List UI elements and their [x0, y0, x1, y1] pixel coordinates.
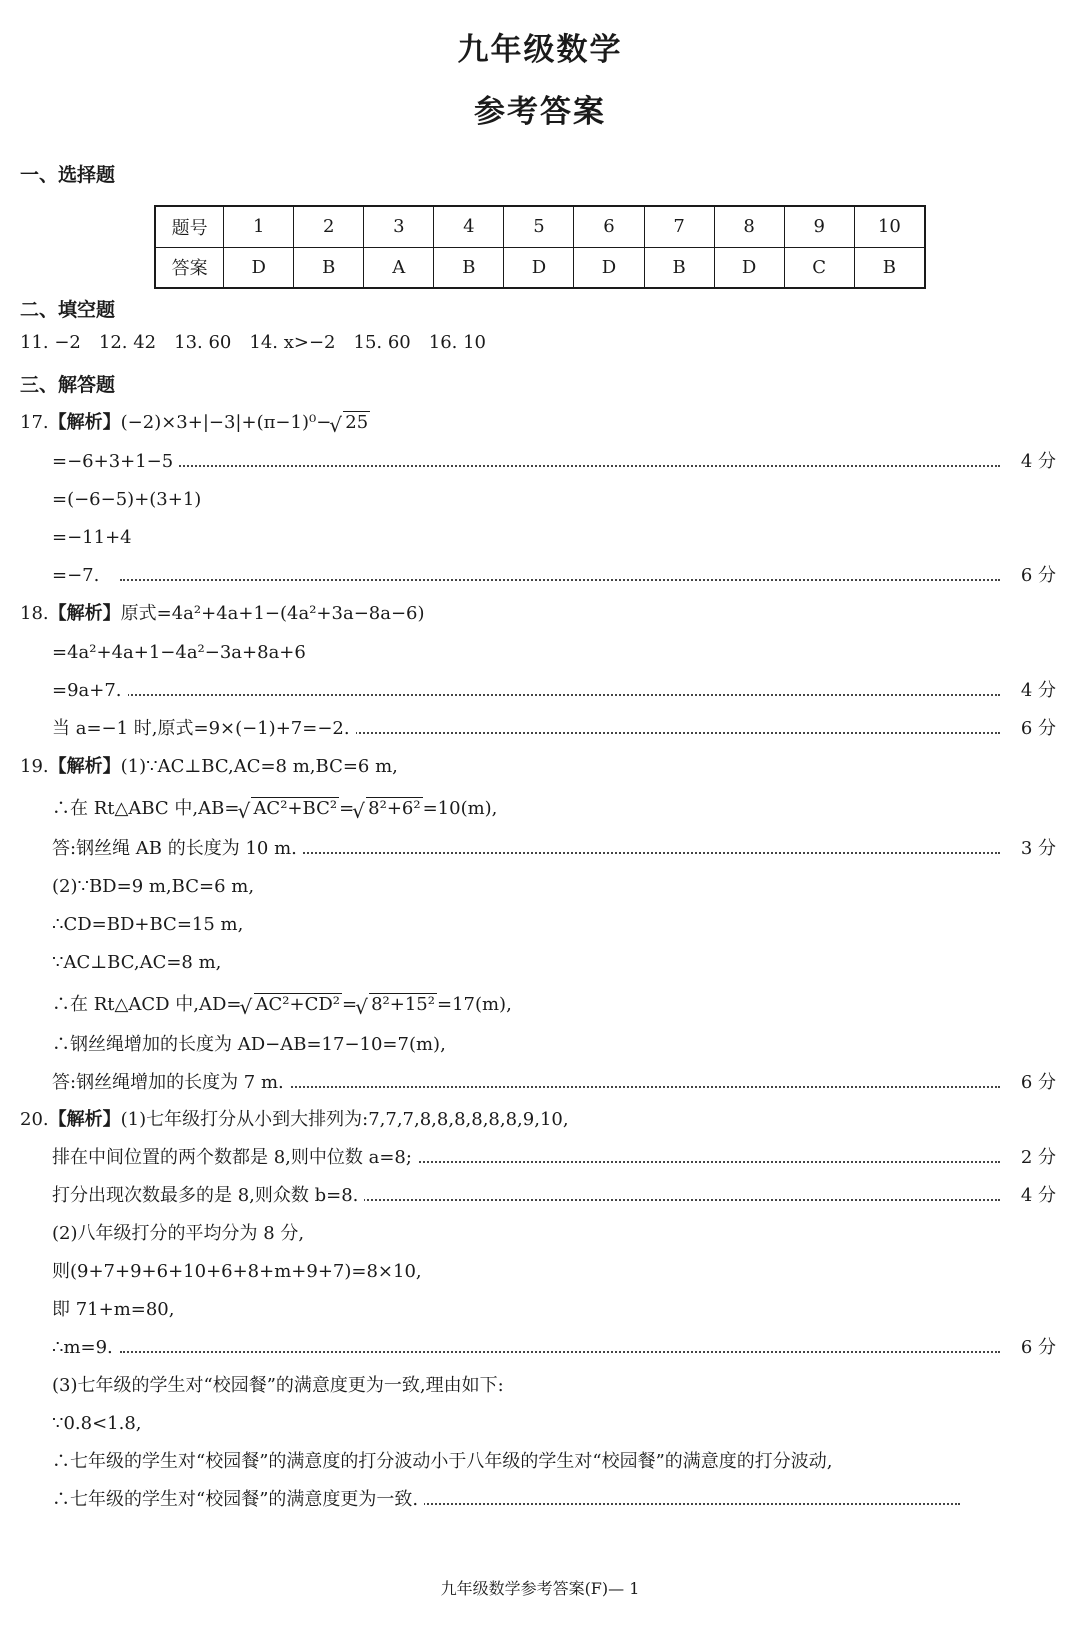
solution-line-text — [52, 1409, 148, 1439]
radicand: AC²+CD² — [255, 994, 341, 1015]
radicand: 8²+15² — [371, 994, 435, 1015]
section-heading-fill: 二、填空题 — [20, 299, 116, 321]
solution-line-text — [52, 834, 303, 864]
solution-line — [0, 910, 1080, 940]
document-subtitle: 参考答案 — [474, 94, 606, 130]
dot-leader — [120, 694, 1000, 696]
solution-line-text — [52, 714, 356, 744]
expression-result: =10(m), — [422, 798, 498, 819]
square-root — [331, 412, 370, 433]
solution-line-text — [52, 1257, 428, 1287]
expression: 打分出现次数最多的是 8,则众数 b=8. — [52, 1185, 359, 1206]
question-number-cell: 9 — [784, 206, 854, 247]
section-heading-choice: 一、选择题 — [20, 164, 116, 186]
solution-line-text — [20, 752, 404, 782]
answer-cell: D — [714, 247, 784, 288]
solution-line — [0, 1219, 1080, 1249]
solution-line-text — [52, 1295, 180, 1325]
table-row-answers — [155, 247, 925, 288]
document-title: 九年级数学 — [457, 32, 623, 68]
radicand: 8²+6² — [368, 798, 421, 819]
expression: =−11+4 — [52, 527, 132, 548]
analysis-tag: 【解析】 — [48, 756, 121, 777]
solution-line — [0, 1371, 1080, 1401]
score-mark: 6 分 — [1020, 1337, 1056, 1358]
solution-line-text — [52, 1181, 364, 1211]
solution-line — [0, 1105, 1080, 1135]
equals-sign: = — [342, 994, 358, 1015]
solution-line — [0, 834, 1080, 864]
solution-line-text — [52, 872, 260, 902]
solution-line — [0, 523, 1080, 553]
solution-line-text — [52, 676, 128, 706]
table-row-numbers — [155, 206, 925, 247]
expression: (2)八年级打分的平均分为 8 分, — [52, 1223, 305, 1244]
expression: (1)七年级打分从小到大排列为:7,7,7,8,8,8,8,8,8,9,10, — [120, 1109, 569, 1130]
answer-cell: D — [504, 247, 574, 288]
dot-leader — [120, 465, 1000, 467]
expression: ∵0.8<1.8, — [52, 1413, 142, 1434]
solution-line-text — [52, 910, 249, 940]
expression: =(−6−5)+(3+1) — [52, 489, 202, 510]
answer-cell: D — [574, 247, 644, 288]
solution-line — [0, 599, 1080, 629]
square-root — [239, 798, 339, 819]
table-header-cell: 题号 — [155, 206, 224, 247]
solution-line — [0, 561, 1080, 591]
answer-cell: B — [294, 247, 364, 288]
solution-line — [0, 1181, 1080, 1211]
expression: =−7. — [52, 565, 100, 586]
section-heading-solutions: 三、解答题 — [20, 374, 116, 396]
expression: (3)七年级的学生对“校园餐”的满意度更为一致,理由如下: — [52, 1375, 504, 1396]
expression: 答:钢丝绳 AB 的长度为 10 m. — [52, 838, 297, 859]
radicand: 25 — [345, 412, 369, 433]
radicand: AC²+BC² — [253, 798, 338, 819]
solution-line-text — [52, 1371, 510, 1401]
solution-line-text — [52, 1485, 424, 1515]
solution-line — [0, 1409, 1080, 1439]
expression: 则(9+7+9+6+10+6+8+m+9+7)=8×10, — [52, 1261, 422, 1282]
question-number-cell: 2 — [294, 206, 364, 247]
question-number: 17. — [20, 412, 49, 433]
answer-cell: A — [364, 247, 434, 288]
question-number: 19. — [20, 756, 49, 777]
solution-line — [0, 714, 1080, 744]
solution-line-text — [52, 485, 207, 515]
solution-line-text — [52, 1143, 418, 1173]
question-number-cell: 3 — [364, 206, 434, 247]
answer-cell: C — [784, 247, 854, 288]
expression: 排在中间位置的两个数都是 8,则中位数 a=8; — [52, 1147, 412, 1168]
expression: 答:钢丝绳增加的长度为 7 m. — [52, 1072, 284, 1093]
score-mark: 6 分 — [1020, 718, 1056, 739]
solution-line-text — [52, 638, 312, 668]
expression: ∴CD=BD+BC=15 m, — [52, 914, 244, 935]
solution-line-text — [20, 599, 431, 629]
question-number-cell: 5 — [504, 206, 574, 247]
expression: ∴七年级的学生对“校园餐”的满意度的打分波动小于八年级的学生对“校园餐”的满意度的打分波动, — [52, 1451, 833, 1472]
equals-sign: = — [339, 798, 355, 819]
solution-line-text — [52, 990, 518, 1020]
solution-line — [0, 1333, 1080, 1363]
answer-cell: D — [224, 247, 294, 288]
question-number-cell: 10 — [854, 206, 925, 247]
fill-answers — [0, 328, 1080, 358]
solution-line — [0, 1447, 1080, 1477]
solution-line — [0, 990, 1080, 1020]
expression: ∴七年级的学生对“校园餐”的满意度更为一致. — [52, 1489, 419, 1510]
dot-leader — [120, 1351, 1000, 1353]
solution-line — [0, 1143, 1080, 1173]
solution-line — [0, 1257, 1080, 1287]
expression: (1)∵AC⊥BC,AC=8 m,BC=6 m, — [120, 756, 398, 777]
solution-line-text — [20, 1105, 575, 1135]
question-number: 20. — [20, 1109, 49, 1130]
solution-line — [0, 794, 1080, 824]
solution-line-text — [52, 447, 179, 477]
answer-cell: B — [854, 247, 925, 288]
question-number: 18. — [20, 603, 49, 624]
expression: ∵AC⊥BC,AC=8 m, — [52, 952, 222, 973]
expression: 即 71+m=80, — [52, 1299, 175, 1320]
score-mark: 4 分 — [1020, 1185, 1056, 1206]
solution-line — [0, 408, 1080, 438]
expression: ∴钢丝绳增加的长度为 AD−AB=17−10=7(m), — [52, 1034, 446, 1055]
score-mark: 6 分 — [1020, 565, 1056, 586]
solution-line-text — [52, 1219, 310, 1249]
solution-line — [0, 447, 1080, 477]
answer-cell: B — [644, 247, 714, 288]
solution-line-text — [52, 1030, 452, 1060]
solution-line-text — [52, 1068, 290, 1098]
analysis-tag: 【解析】 — [48, 1109, 121, 1130]
analysis-tag: 【解析】 — [48, 412, 121, 433]
expression: (−2)×3+|−3|+(π−1)⁰− — [120, 412, 332, 433]
solution-line — [0, 638, 1080, 668]
expression-result: =17(m), — [436, 994, 512, 1015]
question-number-cell: 1 — [224, 206, 294, 247]
score-mark: 4 分 — [1020, 451, 1056, 472]
question-number-cell: 6 — [574, 206, 644, 247]
solution-line — [0, 1030, 1080, 1060]
expression: 原式=4a²+4a+1−(4a²+3a−8a−6) — [120, 603, 425, 624]
solution-line-text — [52, 523, 138, 553]
solution-line-text — [52, 1447, 839, 1477]
question-number-cell: 7 — [644, 206, 714, 247]
square-root — [242, 994, 343, 1015]
score-mark: 4 分 — [1020, 680, 1056, 701]
solution-line — [0, 485, 1080, 515]
solution-line — [0, 948, 1080, 978]
expression: ∴在 Rt△ACD 中,AD= — [52, 994, 242, 1015]
expression: ∴在 Rt△ABC 中,AB= — [52, 798, 240, 819]
analysis-tag: 【解析】 — [48, 603, 121, 624]
choice-answer-table — [154, 205, 926, 289]
square-root — [357, 994, 437, 1015]
solution-line — [0, 752, 1080, 782]
solution-line — [0, 872, 1080, 902]
solution-line-text — [52, 1333, 119, 1363]
score-mark: 2 分 — [1020, 1147, 1056, 1168]
fill-answers-text: 11. −2 12. 42 13. 60 14. x>−2 15. 60 16. 10 — [20, 328, 492, 358]
expression: ∴m=9. — [52, 1337, 113, 1358]
answer-cell: B — [434, 247, 504, 288]
solution-line — [0, 1485, 1080, 1515]
table-header-cell: 答案 — [155, 247, 224, 288]
expression: =9a+7. — [52, 680, 122, 701]
solution-line-text — [52, 948, 227, 978]
solution-line — [0, 1295, 1080, 1325]
expression: =−6+3+1−5 — [52, 451, 174, 472]
expression: (2)∵BD=9 m,BC=6 m, — [52, 876, 255, 897]
question-number-cell: 8 — [714, 206, 784, 247]
solution-line-text — [20, 408, 376, 438]
solution-line-text — [52, 561, 105, 591]
solution-line-text — [52, 794, 503, 824]
solution-line — [0, 1068, 1080, 1098]
score-mark: 3 分 — [1020, 838, 1056, 859]
page-footer: 九年级数学参考答案(F)— 1 — [440, 1579, 640, 1598]
solution-line — [0, 676, 1080, 706]
dot-leader — [120, 579, 1000, 581]
score-mark: 6 分 — [1020, 1072, 1056, 1093]
expression: =4a²+4a+1−4a²−3a+8a+6 — [52, 642, 306, 663]
expression: 当 a=−1 时,原式=9×(−1)+7=−2. — [52, 718, 350, 739]
question-number-cell: 4 — [434, 206, 504, 247]
square-root — [354, 798, 422, 819]
